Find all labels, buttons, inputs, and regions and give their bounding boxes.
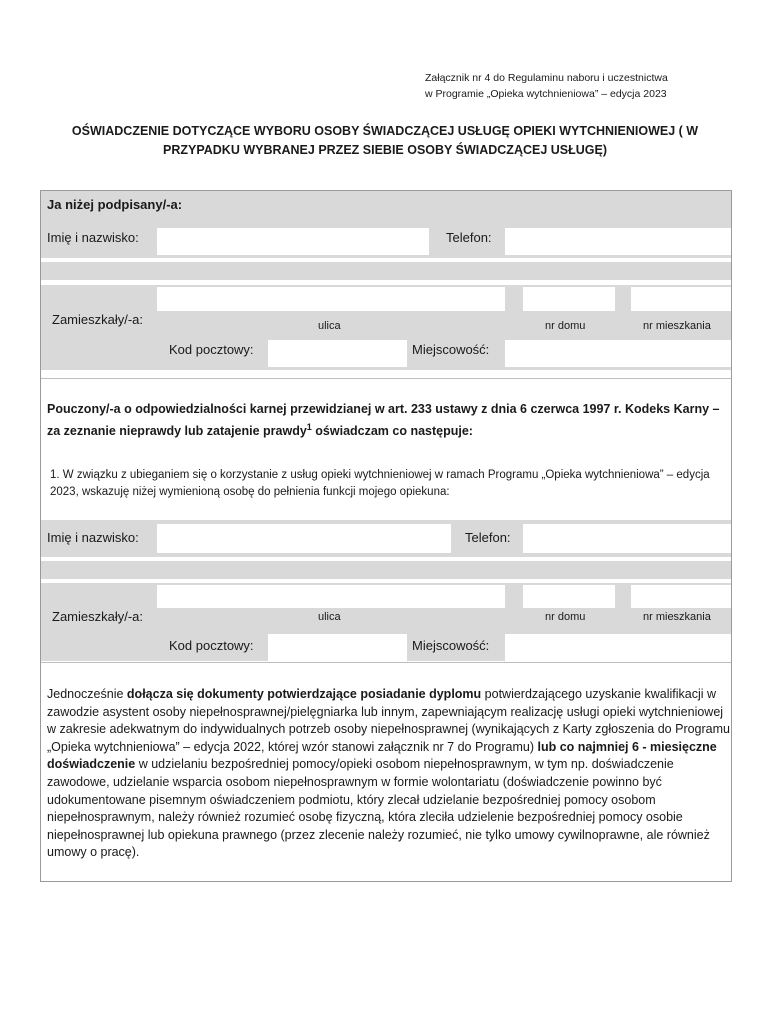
- point-1: [50, 467, 720, 501]
- section2-spacer-band: [41, 561, 731, 579]
- caregiver-city-label: Miejscowość:: [412, 638, 490, 653]
- postal-code-label: Kod pocztowy:: [169, 342, 254, 357]
- documents-text-2: dołącza się dokumenty potwierdzające posiadanie dyplomu: [126, 687, 482, 701]
- name-field[interactable]: [157, 228, 429, 255]
- city-label: Miejscowość:: [412, 342, 490, 357]
- documents-text-3: potwierdzającego uzyskanie kwalifikacji w zawodzie asystent osoby niepełnosprawnej/pielęgniarka lub innym, zapewniającym realizację usługi opieki wytchnieniowej w zakresie adekwatnym do indywidualnych potrzeb osoby niepełnosprawnej (wynikających z Karty zgłoszenia do Programu „Opieka wytchnieniowa” – edycja 2022, której wzór stanowi załącznik nr 7 do Programu): [47, 687, 730, 754]
- street-caption: ulica: [318, 320, 341, 332]
- caregiver-postal-code-label: Kod pocztowy:: [169, 638, 254, 653]
- documents-text-5: w udzielaniu bezpośredniej pomocy/opieki osobom niepełnosprawnym, w tym np. doświadczenie zawodowe, udzielanie wsparcia osobom niepełnosprawnym w formie wolontariatu (doświadczenie powinno być udokumentowane pisemnym oświadczeniem podmiotu, który zlecał udzielanie bezpośredniej pomocy osobom niepełnosprawnym, należy również rozumieć osobę fizyczną, która zleciła udzielenie bezpośredniej pomocy osobie niepełnosprawnej lub opiekuna prawnego (przez zlecenie należy rozumieć, nie tylko umowy cywilnoprawne, ale również umowy o pracę).: [47, 757, 710, 860]
- section1-spacer-band: [41, 262, 731, 280]
- caregiver-name-label: Imię i nazwisko:: [47, 530, 139, 545]
- attachment-note: [425, 70, 668, 102]
- documents-text-4: lub co najmniej 6 - miesięczne doświadczenie: [47, 739, 717, 772]
- name-label: Imię i nazwisko:: [47, 230, 139, 245]
- phone-label: Telefon:: [446, 230, 492, 245]
- caregiver-house-number-caption: nr domu: [545, 611, 586, 623]
- footnote-mark: 1: [306, 422, 312, 432]
- postal-code-field[interactable]: [268, 340, 407, 367]
- divider: [41, 662, 731, 663]
- caregiver-house-number-field[interactable]: [523, 585, 615, 608]
- caregiver-flat-number-caption: nr mieszkania: [643, 611, 711, 623]
- document-title: OŚWIADCZENIE DOTYCZĄCE WYBORU OSOBY ŚWIADCZĄCEJ USŁUGĘ OPIEKI WYTCHNIENIOWEJ ( W PRZYPADKU WYBRANEJ PRZEZ SIEBIE OSOBY ŚWIADCZĄCEJ USŁUGĘ): [71, 124, 699, 157]
- documents-paragraph: [47, 686, 731, 862]
- house-number-field[interactable]: [523, 287, 615, 311]
- caregiver-name-field[interactable]: [157, 524, 451, 553]
- caregiver-phone-label: Telefon:: [465, 530, 511, 545]
- caregiver-street-field[interactable]: [157, 585, 505, 608]
- address-label: Zamieszkały/-a:: [52, 312, 144, 327]
- flat-number-caption: nr mieszkania: [643, 320, 711, 332]
- liability-declaration: [47, 400, 727, 440]
- section1-heading: Ja niżej podpisany/-a:: [47, 197, 183, 212]
- declaration-text: Pouczony/-a o odpowiedzialności karnej przewidzianej w art. 233 ustawy z dnia 6 czerwca 1997 r. Kodeks Karny – za zeznanie nieprawdy lub zatajenie prawdy: [47, 402, 720, 439]
- caregiver-city-field[interactable]: [505, 634, 731, 661]
- attachment-note-line2: w Programie „Opieka wytchnieniowa” – edycja 2023: [425, 88, 667, 100]
- point-1-text: W związku z ubieganiem się o korzystanie z usług opieki wytchnieniowej w ramach Programu „Opieka wytchnieniowa” – edycja 2023, wskazuję niżej wymienioną osobę do pełnienia funkcji mojego opiekuna:: [50, 469, 710, 498]
- caregiver-phone-field[interactable]: [523, 524, 731, 553]
- street-field[interactable]: [157, 287, 505, 311]
- caregiver-flat-number-field[interactable]: [631, 585, 731, 608]
- house-number-caption: nr domu: [545, 320, 586, 332]
- caregiver-address-label: Zamieszkały/-a:: [52, 609, 144, 624]
- caregiver-street-caption: ulica: [318, 611, 341, 623]
- divider: [41, 378, 731, 379]
- phone-field[interactable]: [505, 228, 731, 255]
- city-field[interactable]: [505, 340, 731, 367]
- documents-text-1: Jednocześnie: [47, 687, 127, 701]
- declaration-text-end: oświadczam co następuje:: [311, 424, 473, 439]
- caregiver-postal-code-field[interactable]: [268, 634, 407, 661]
- flat-number-field[interactable]: [631, 287, 731, 311]
- point-1-number: 1.: [50, 469, 60, 481]
- attachment-note-line1: Załącznik nr 4 do Regulaminu naboru i uczestnictwa: [425, 72, 668, 84]
